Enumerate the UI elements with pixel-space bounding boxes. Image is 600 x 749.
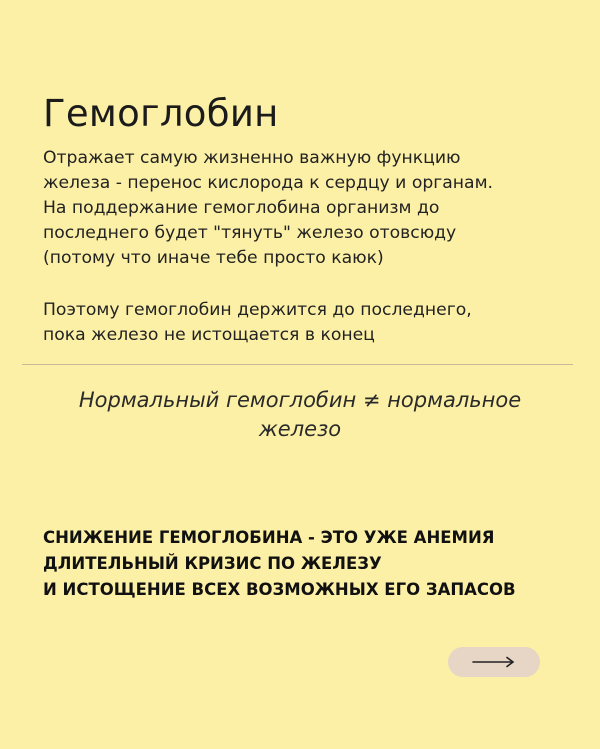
text-line: пока железо не истощается в конец <box>43 325 375 345</box>
emphasis-line: ДЛИТЕЛЬНЫЙ КРИЗИС ПО ЖЕЛЕЗУ <box>43 554 382 573</box>
emphasis-block <box>43 525 516 603</box>
next-slide-button[interactable] <box>448 647 540 677</box>
divider <box>22 364 573 365</box>
text-line: железа - перенос кислорода к сердцу и органам. <box>43 173 494 193</box>
text-line: Отражает самую жизненно важную функцию <box>43 148 461 168</box>
text-line: последнего будет "тянуть" железо отовсюду <box>43 223 457 243</box>
quote-line: Нормальный гемоглобин ≠ нормальное <box>78 388 522 412</box>
description-paragraph <box>43 146 583 271</box>
emphasis-line: И ИСТОЩЕНИЕ ВСЕХ ВОЗМОЖНЫХ ЕГО ЗАПАСОВ <box>43 580 516 599</box>
emphasis-line: СНИЖЕНИЕ ГЕМОГЛОБИНА - ЭТО УЖЕ АНЕМИЯ <box>43 528 495 547</box>
text-line: Поэтому гемоглобин держится до последнего, <box>43 300 472 320</box>
conclusion-paragraph <box>43 298 583 348</box>
arrow-right-icon <box>471 656 517 668</box>
quote-line: железо <box>258 417 342 441</box>
highlight-quote <box>20 386 580 444</box>
text-line: (потому что иначе тебе просто каюк) <box>43 248 384 268</box>
text-line: На поддержание гемоглобина организм до <box>43 198 440 218</box>
page-title: Гемоглобин <box>43 92 279 135</box>
